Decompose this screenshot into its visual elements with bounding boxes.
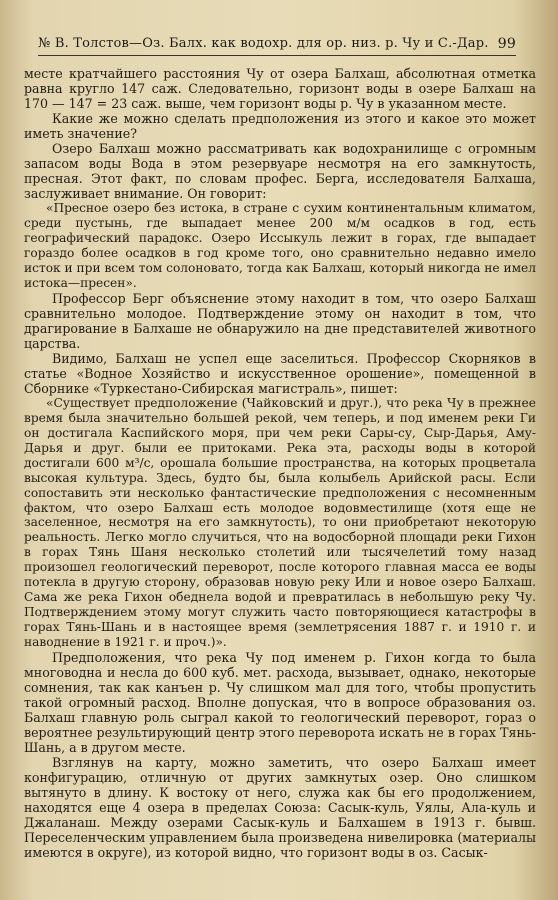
page-number: 99 [497,36,516,52]
quotation: «Пресное озеро без истока, в стране с сухим континентальным климатом, среди пустынь, где выпадает менее 200 м/м осадков в год, есть географический парадокс. Озеро Иссыкуль лежит в горах, где выпадает гораздо более осадков в год кроме того, оно сравнительно недавно имело исток и при всем том солоновато, тогда как Балхаш, который никогда не имел истока—пресен». [24,201,536,290]
page-body [24,66,536,860]
paragraph: Профессор Берг объяснение этому находит в том, что озеро Балхаш сравнительно молодое. Подтверждение этому он находит в том, что драгирование в Балхаше не обнаружило на дне представителей животного царства. [24,290,536,351]
running-header [38,36,516,56]
quotation: «Существует предположение (Чайковский и друг.), что река Чу в прежнее время была значительно большей рекой, чем теперь, и под именем реки Ги он достигала Каспийского моря, при чем реки Сары-су, Сыр-Дарья, Аму-Дарья и друг. были ее притоками. Река эта, расходы воды в которой достигали 600 м³/с, орошала большие пространства, на которых процветала высокая культура. Здесь, будто бы, была колыбель Арийской расы. Если сопоставить эти несколько фантастические предположения с несомненным фактом, что озеро Балхаш есть молодое водовместилище (хотя еще не заселенное, несмотря на его замкнутость), то они приобретают некоторую реальность. Легко могло случиться, что на водосборной площади реки Гихон в горах Тянь Шаня несколько столетий или тысячелетий тому назад произошел геологический переворот, после которого главная масса ее воды потекла в другую сторону, образовав новую реку Или и новое озеро Балхаш. Сама же река Гихон обеднела водой и превратилась в небольшую реку Чу. Подтверждением этому могут служить часто повторяющиеся катастрофы в горах Тянь-Шань и в настоящее время (землетрясения 1887 г. и 1910 г. и наводнение в 1921 г. и проч.)». [24,396,536,649]
paragraph: Предположения, что река Чу под именем р. Гихон когда то была многоводна и несла до 600 куб. мет. расхода, вызывает, однако, некоторые сомнения, так как канъен р. Чу слишком мал для того, чтобы пропустить такой огромный расход. Вполне допуская, что в вопросе образования оз. Балхаш главную роль сыграл какой то геологический переворот, гораз о вероятнее результирующий центр этого переворота искать не в горах Тянь-Шань, а в другом месте. [24,649,536,755]
running-title: № В. Толстов—Оз. Балх. как водохр. для ор. низ. р. Чу и С.-Дар. [38,36,489,51]
paragraph: Взглянув на карту, можно заметить, что озеро Балхаш имеет конфигурацию, отличную от других замкнутых озер. Оно слишком вытянуто в длину. К востоку от него, служа как бы его продолжением, находятся еще 4 озера в пределах Союза: Сасык-куль, Уялы, Ала-куль и Джаланаш. Между озерами Сасык-куль и Балхашем в 1913 г. бывш. Переселенческим управлением была произведена нивелировка (материалы имеются в округе), из которой видно, что горизонт воды в оз. Сасык- [24,754,536,861]
paragraph: Какие же можно сделать предположения из этого и какое это может иметь значение? [24,111,536,142]
paragraph: месте кратчайшего расстояния Чу от озера Балхаш, абсолютная отметка равна кругло 147 саж. Следовательно, горизонт воды в озере Балхаш на 170 — 147 = 23 саж. выше, чем горизонт воды р. Чу в указанном месте. [24,66,536,112]
paragraph: Озеро Балхаш можно рассматривать как водохранилище с огромным запасом воды Вода в этом резервуаре несмотря на его замкнутость, пресная. Этот факт, по словам профес. Берга, исследователя Балхаша, заслуживает внимание. Он говорит: [24,141,536,202]
paragraph: Видимо, Балхаш не успел еще заселиться. Профессор Скорняков в статье «Водное Хозяйство и искусственное орошение», помещенной в Сборнике «Туркестано-Сибирская магистраль», пишет: [24,351,536,397]
